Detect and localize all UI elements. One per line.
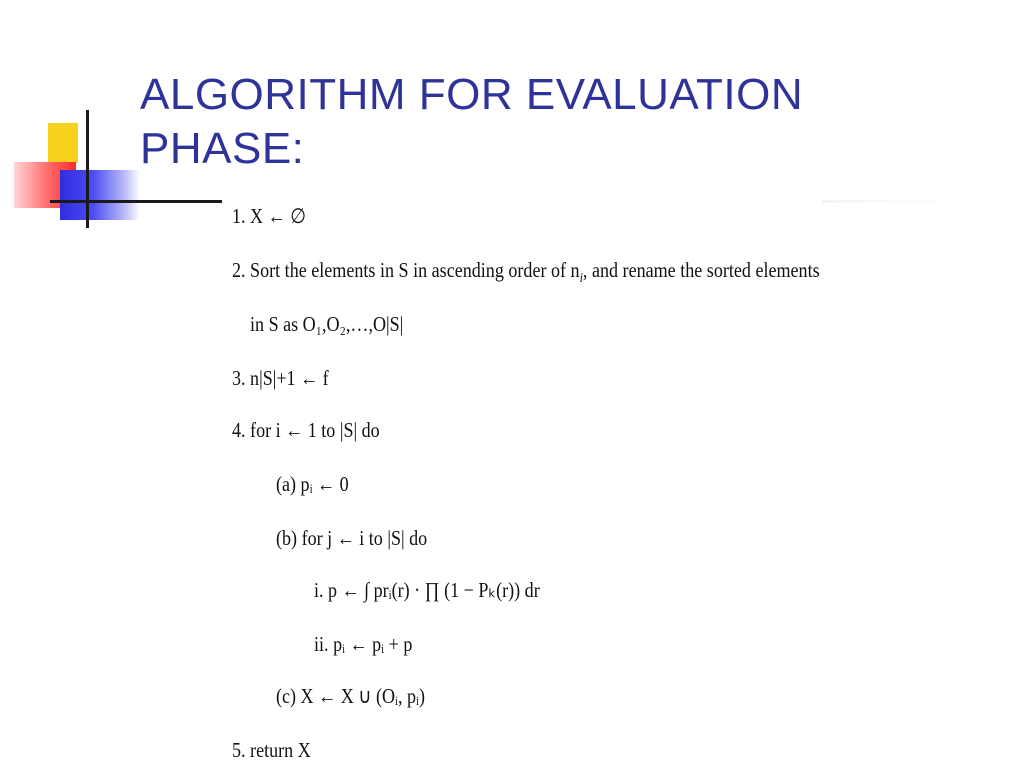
slide-title — [140, 68, 1000, 176]
algo-step-4: 4. for i ← 1 to |S| do — [232, 418, 380, 442]
blue-square — [60, 170, 140, 220]
slide-title-line2: PHASE: — [140, 124, 305, 173]
algo-step-2-text: 2. Sort the elements in S in ascending order of n — [232, 258, 580, 282]
algo-step-4c: (c) X ← X ∪ (Oᵢ, pᵢ) — [276, 684, 426, 708]
algo-step-4b: (b) for j ← i to |S| do — [276, 526, 428, 550]
algo-step-4b-ii: ii. pᵢ ← pᵢ + p — [314, 632, 413, 656]
algo-step-4b-i: i. p ← ∫ prᵢ(r) · ∏ (1 − Pₖ(r)) dr — [314, 578, 540, 602]
algo-step-2-continued: in S as O₁,O₂,…,O|S| — [250, 312, 404, 336]
algo-step-2-sub: i — [579, 271, 583, 287]
algorithm-image — [222, 190, 822, 768]
algo-step-2-end: , and rename the sorted elements — [582, 258, 820, 282]
algo-step-1: 1. X ← ∅ — [232, 204, 306, 228]
vertical-divider — [86, 110, 89, 228]
algo-step-4a: (a) pᵢ ← 0 — [276, 472, 349, 496]
algo-step-5: 5. return X — [232, 738, 311, 762]
slide-title-line1: ALGORITHM FOR EVALUATION — [140, 70, 804, 119]
algo-step-2 — [232, 258, 820, 287]
horizontal-divider — [50, 200, 230, 203]
yellow-square — [48, 123, 78, 163]
algo-step-3: 3. n|S|+1 ← f — [232, 366, 329, 390]
